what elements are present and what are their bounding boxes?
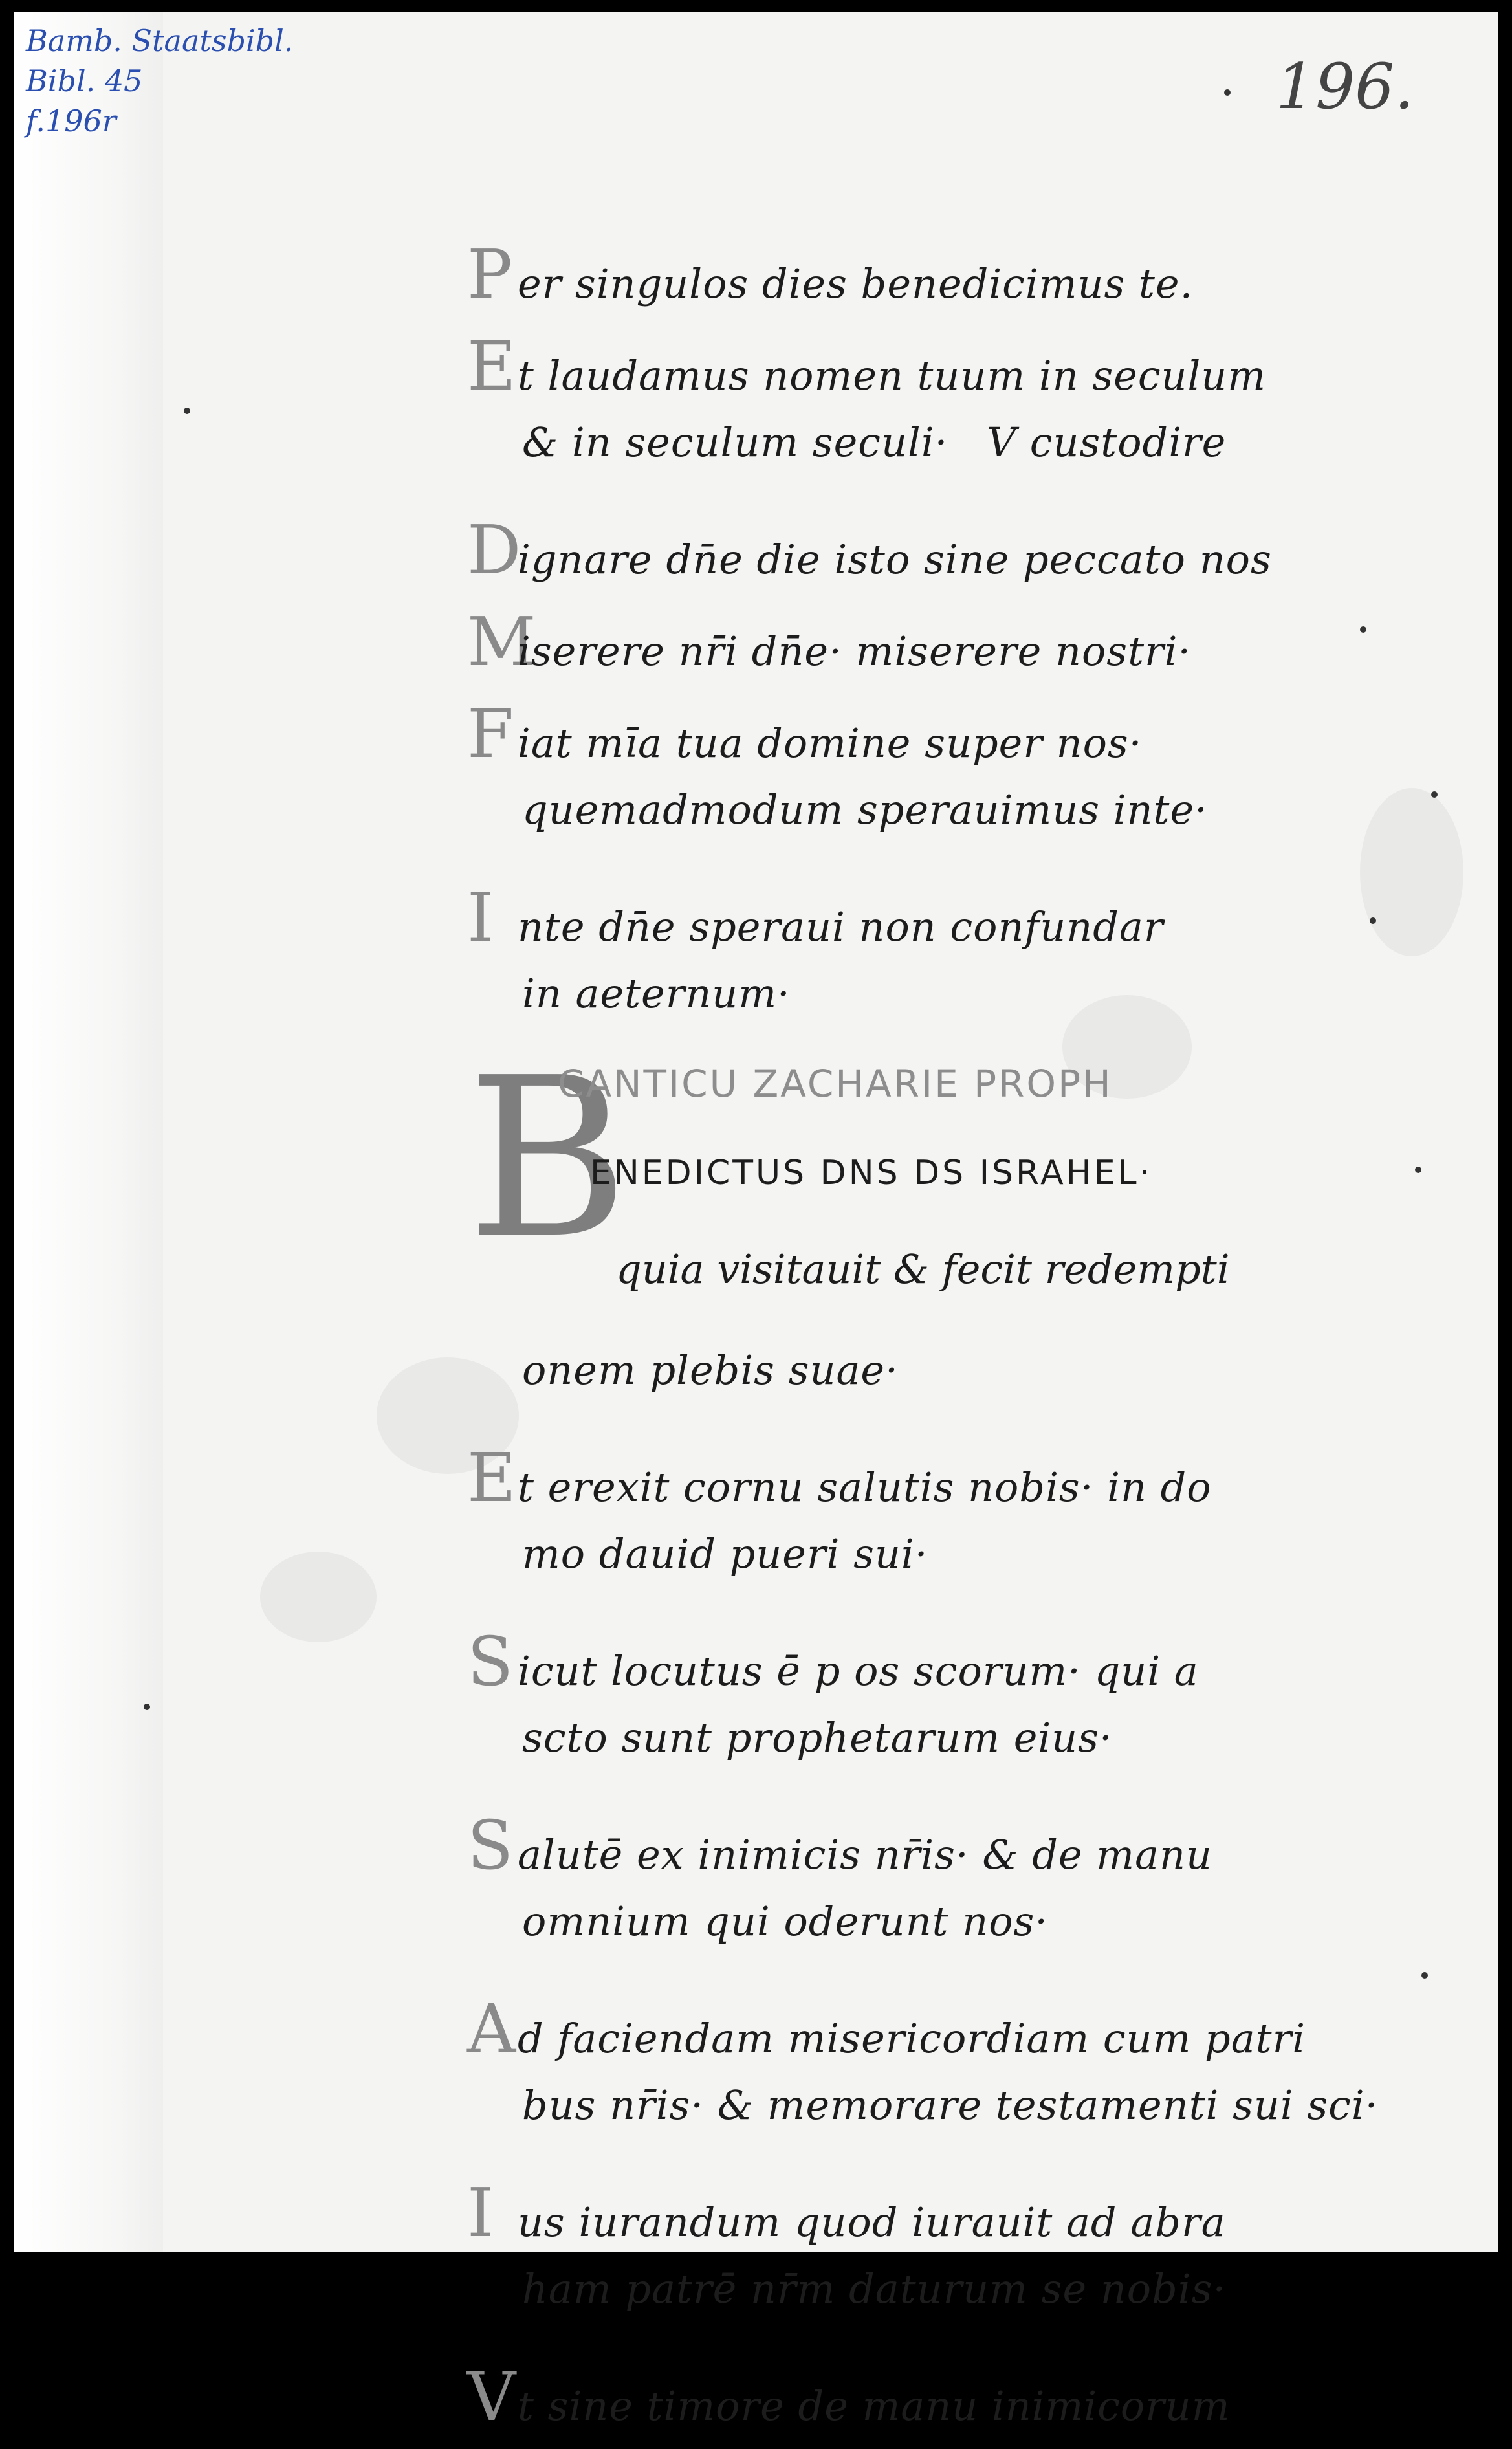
verse-initial: E xyxy=(467,327,517,406)
verse-text: t laudamus nomen tuum in seculum xyxy=(518,352,1267,399)
verse-text: onem plebis suae· xyxy=(522,1346,899,1394)
text-line xyxy=(467,511,1295,602)
verse-initial: A xyxy=(467,1990,517,2069)
verse-text: er singulos dies benedicimus te. xyxy=(518,260,1194,307)
text-line xyxy=(467,1898,1295,1990)
ink-speck xyxy=(1421,1972,1428,1979)
verse-text: scto sunt prophetarum eius· xyxy=(522,1714,1113,1761)
ink-speck xyxy=(1360,626,1366,633)
text-line xyxy=(467,602,1295,694)
page-gutter xyxy=(14,12,163,2252)
rubric-text: V custodire xyxy=(987,419,1227,466)
ink-speck xyxy=(1415,1167,1421,1173)
verse-text: alutē ex inimicis nr̄is· & de manu xyxy=(518,1831,1212,1878)
verse-text: t sine timore de manu inimicorum xyxy=(518,2382,1231,2430)
ink-speck xyxy=(144,1704,150,1710)
verse-initial: P xyxy=(467,235,513,314)
verse-text: in aeternum· xyxy=(522,970,791,1017)
verse-text: us iurandum quod iurauit ad abra xyxy=(518,2199,1226,2246)
verse-initial: M xyxy=(467,602,537,681)
shelfmark-line: f.196r xyxy=(26,104,116,138)
folio-number: 196. xyxy=(1276,50,1414,123)
verse-text: mo dauid pueri sui· xyxy=(522,1530,928,1577)
ink-speck xyxy=(1431,791,1438,798)
canticle-block xyxy=(467,1031,1295,1346)
text-line xyxy=(467,694,1295,786)
verse-text: omnium qui oderunt nos· xyxy=(522,1898,1049,1945)
canticle-heading: CANTICU ZACHARIE PROPH xyxy=(558,1062,1113,1106)
ink-speck xyxy=(184,408,190,414)
verse-initial: I xyxy=(467,2173,495,2252)
verse-text: quemadmodum sperauimus inte· xyxy=(522,786,1208,833)
verse-text: ham patrē nr̄m daturum se nobis· xyxy=(522,2265,1227,2312)
verse-text: t erexit cornu salutis nobis· in do xyxy=(518,1464,1212,1511)
text-line xyxy=(467,1714,1295,1806)
text-line xyxy=(467,1806,1295,1898)
verse-initial: I xyxy=(467,878,495,957)
shelfmark-line: Bamb. Staatsbibl. xyxy=(26,23,294,58)
verse-text: iat mīa tua domine super nos· xyxy=(518,719,1143,767)
text-line xyxy=(467,235,1295,327)
verse-initial: S xyxy=(467,1806,514,1885)
verse-initial: S xyxy=(467,1622,514,1701)
verse-initial: E xyxy=(467,1438,517,1517)
ink-speck xyxy=(1370,917,1376,924)
library-shelfmark-note xyxy=(26,21,293,141)
text-line xyxy=(467,1622,1295,1714)
verses-before xyxy=(467,235,1295,1062)
verse-text: icut locutus ē p os scorum· qui a xyxy=(518,1647,1199,1695)
verse-initial: D xyxy=(467,511,522,589)
text-line xyxy=(467,419,1295,511)
verse-initial: F xyxy=(467,694,515,773)
verse-text: iserere nr̄i dn̄e· miserere nostri· xyxy=(518,628,1192,675)
verse-text: & in seculum seculi· xyxy=(522,419,948,466)
verse-text: ignare dn̄e die isto sine peccato nos xyxy=(518,536,1272,583)
text-line xyxy=(467,786,1295,878)
text-line xyxy=(467,1530,1295,1622)
shelfmark-line: Bibl. 45 xyxy=(26,63,143,98)
text-line xyxy=(467,2357,1295,2449)
manuscript-page xyxy=(14,12,1498,2436)
decorated-initial: B xyxy=(467,1031,629,1287)
verse-initial: V xyxy=(467,2357,517,2436)
stain xyxy=(1360,788,1463,956)
verses-after xyxy=(467,1346,1379,2449)
text-line xyxy=(467,327,1295,419)
text-line xyxy=(467,1346,1295,1438)
text-line xyxy=(467,1990,1306,2081)
text-line xyxy=(467,2265,1295,2357)
verse-text: nte dn̄e speraui non confundar xyxy=(518,903,1164,950)
verse-text: bus nr̄is· & memorare testamenti sui sci· xyxy=(522,2081,1379,2129)
text-line xyxy=(467,1438,1295,1530)
ink-speck xyxy=(1224,89,1231,96)
stain xyxy=(260,1552,377,1642)
text-line xyxy=(467,878,1295,970)
verse-text: d faciendam misericordiam cum patri xyxy=(518,2015,1306,2062)
text-line xyxy=(467,2081,1379,2173)
canticle-text-line: quia visitauit & fecit redempti xyxy=(616,1246,1230,1293)
manuscript-text xyxy=(467,235,1379,2449)
canticle-capitals-line: ENEDICTUS DNS DS ISRAHEL· xyxy=(590,1154,1153,1192)
text-line xyxy=(467,2173,1295,2265)
